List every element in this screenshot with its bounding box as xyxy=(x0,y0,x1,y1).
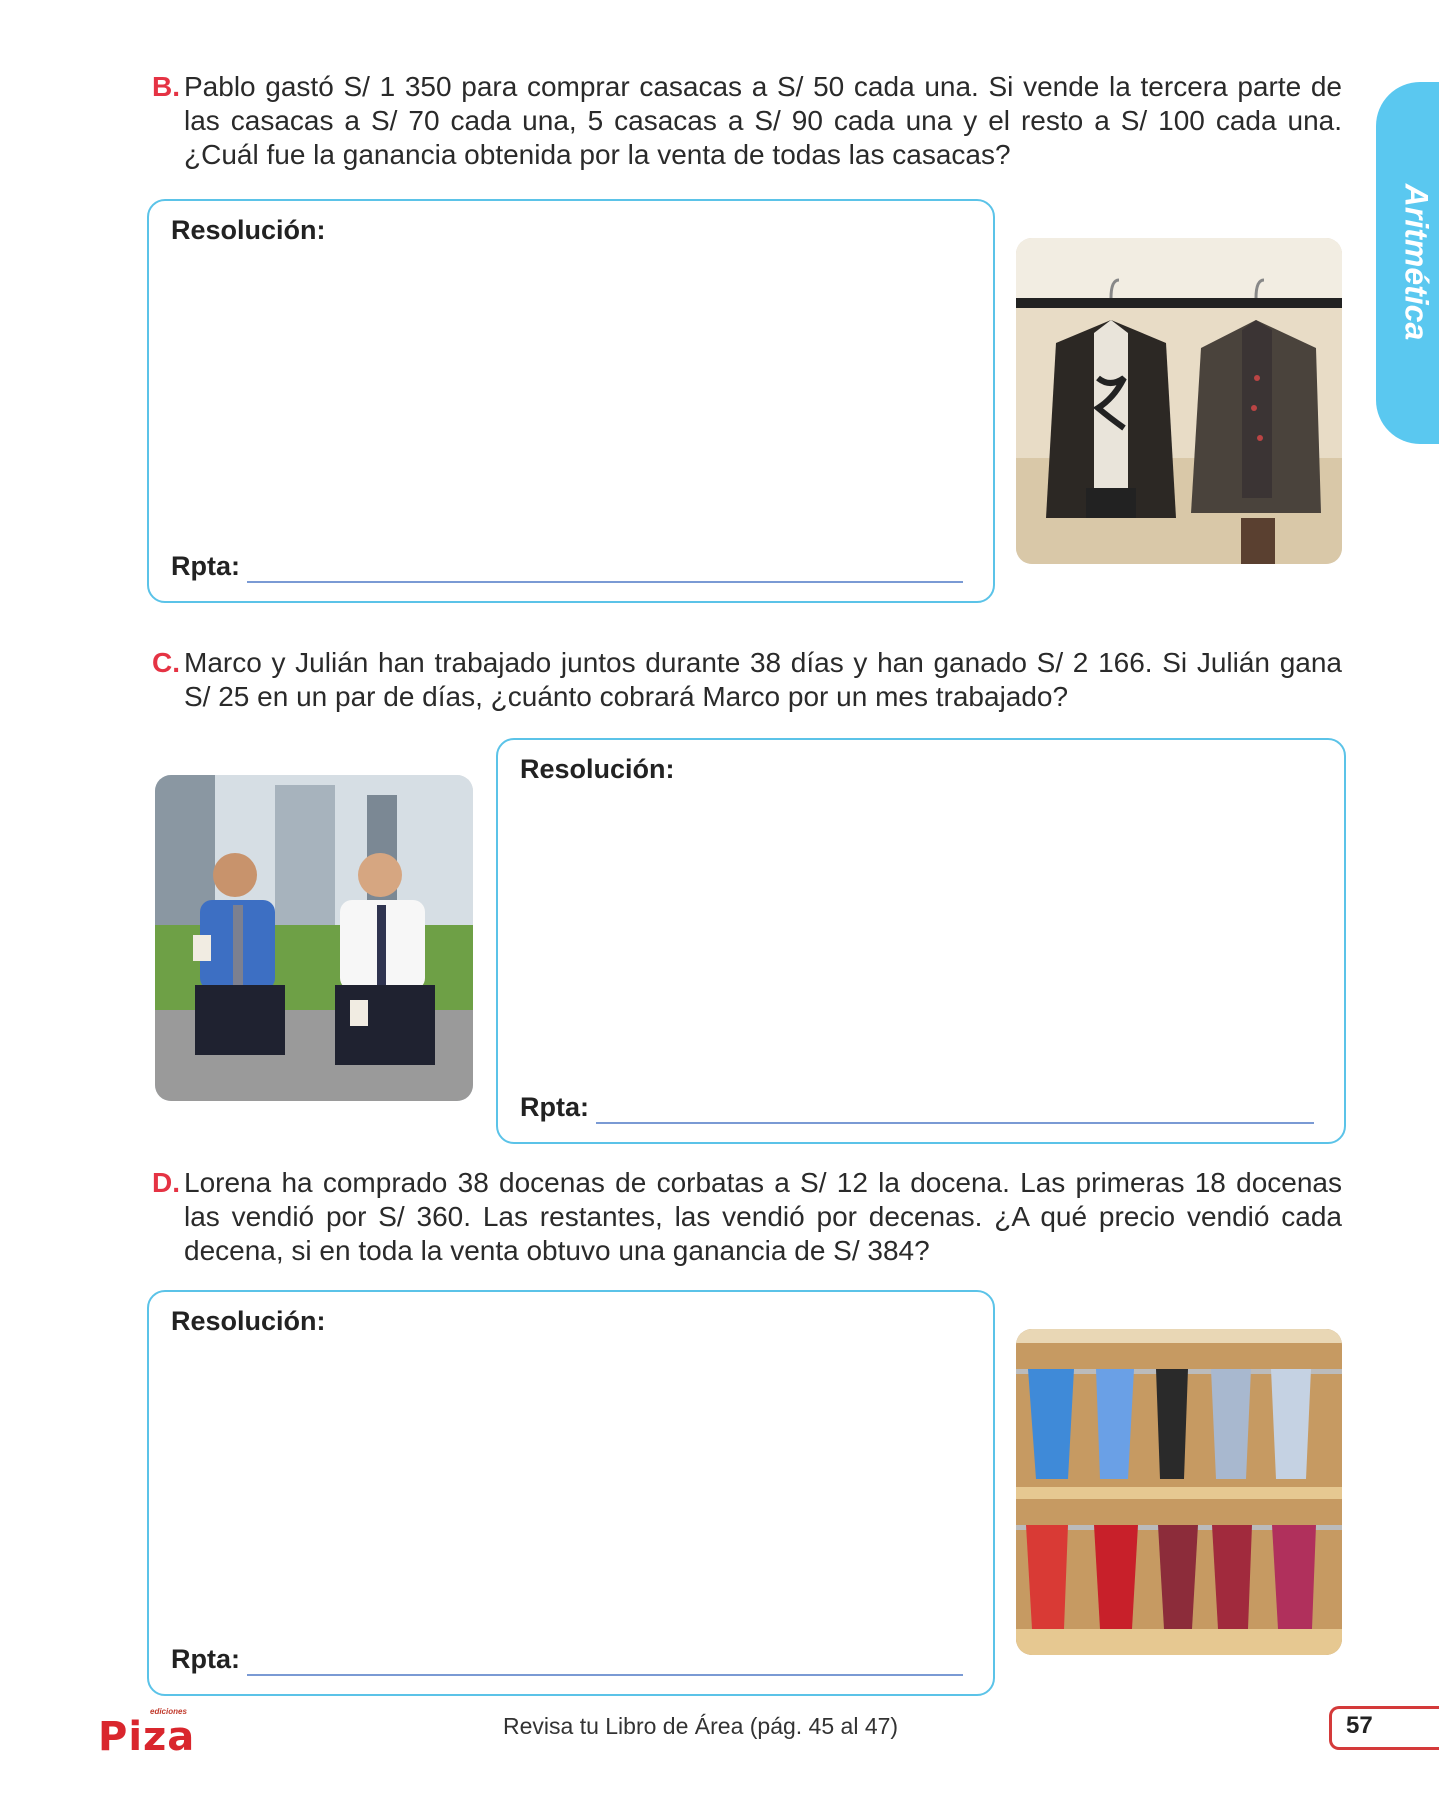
problem-d-letter: D. xyxy=(152,1167,180,1198)
resolution-label: Resolución: xyxy=(171,215,326,245)
problem-b-resolution-box[interactable] xyxy=(147,199,995,603)
jackets-illustration xyxy=(1016,238,1342,564)
section-side-tab xyxy=(1376,82,1439,444)
page-number: 57 xyxy=(1346,1712,1373,1739)
publisher-logo-subtitle: ediciones xyxy=(150,1707,187,1716)
problem-c-resolution-box[interactable] xyxy=(496,738,1346,1144)
section-tab-label: Aritmética xyxy=(1398,183,1435,341)
answer-row[interactable] xyxy=(171,1644,963,1680)
problem-b-text: Pablo gastó S/ 1 350 para comprar casacas a S/ 50 cada una. Si vende la tercera parte de las casacas a S/ 70 cada una, 5 casacas a S/ 90 cada una y el resto a S/ 100 cada una. ¿Cuál fue la ganancia obtenida por la venta de todas las casacas? xyxy=(184,71,1342,170)
answer-row[interactable] xyxy=(171,551,963,587)
problem-b xyxy=(152,70,1342,172)
publisher-logo: Piza xyxy=(98,1714,196,1760)
jackets-photo xyxy=(1016,238,1342,564)
businessmen-photo xyxy=(155,775,473,1101)
ties-photo xyxy=(1016,1329,1342,1655)
footer-note: Revisa tu Libro de Área (pág. 45 al 47) xyxy=(503,1713,899,1739)
resolution-label: Resolución: xyxy=(171,1306,326,1336)
answer-label: Rpta: xyxy=(171,1644,240,1674)
answer-label: Rpta: xyxy=(520,1092,589,1122)
problem-c-text: Marco y Julián han trabajado juntos durante 38 días y han ganado S/ 2 166. Si Julián gana S/ 25 en un par de días, ¿cuánto cobrará Marco por un mes trabajado? xyxy=(184,647,1342,712)
answer-row[interactable] xyxy=(520,1092,1314,1128)
problem-d-resolution-box[interactable] xyxy=(147,1290,995,1696)
problem-d-text: Lorena ha comprado 38 docenas de corbatas a S/ 12 la docena. Las primeras 18 docenas las vendió por S/ 360. Las restantes, las vendió por decenas. ¿A qué precio vendió cada decena, si en toda la venta obtuvo una ganancia de S/ 384? xyxy=(184,1167,1342,1266)
answer-line[interactable] xyxy=(596,1122,1314,1124)
answer-label: Rpta: xyxy=(171,551,240,581)
ties-illustration xyxy=(1016,1329,1342,1655)
problem-d xyxy=(152,1166,1342,1268)
answer-line[interactable] xyxy=(247,581,963,583)
businessmen-illustration xyxy=(155,775,473,1101)
problem-c xyxy=(152,646,1342,714)
answer-line[interactable] xyxy=(247,1674,963,1676)
resolution-label: Resolución: xyxy=(520,754,675,784)
page-number-box xyxy=(1329,1706,1439,1750)
problem-b-letter: B. xyxy=(152,71,180,102)
problem-c-letter: C. xyxy=(152,647,180,678)
